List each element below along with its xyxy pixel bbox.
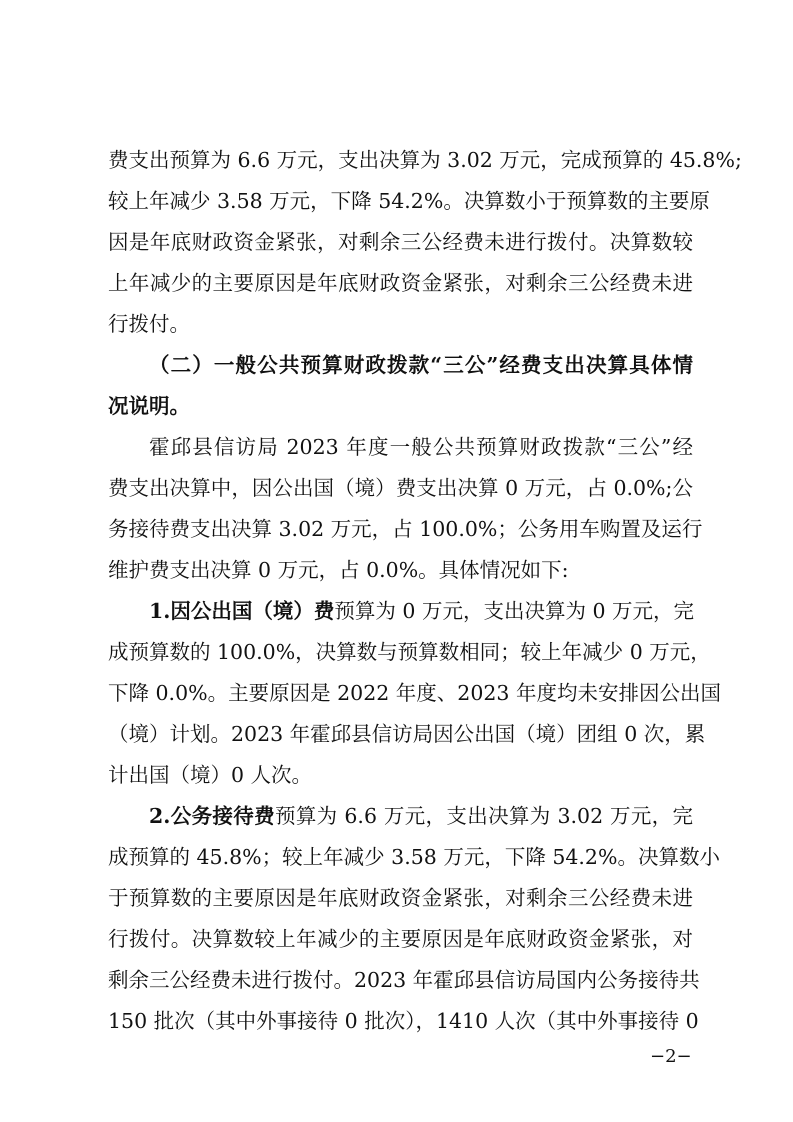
item-lead-text: 预算为 0 万元，支出决算为 0 万元，完 <box>334 599 695 623</box>
paragraph-line: 因是年底财政资金紧张，对剩余三公经费未进行拨付。决算数较 <box>108 230 693 254</box>
section-heading: 况说明。 <box>108 394 190 418</box>
paragraph-line: 计出国（境）0 人次。 <box>108 763 313 787</box>
paragraph-line: 下降 0.0%。主要原因是 2022 年度、2023 年度均未安排因公出国 <box>108 681 721 705</box>
paragraph-line: 维护费支出决算 0 万元，占 0.0%。具体情况如下: <box>108 558 569 582</box>
paragraph-line: 剩余三公经费未进行拨付。2023 年霍邱县信访局国内公务接待共 <box>108 968 700 992</box>
paragraph-line: 于预算数的主要原因是年底财政资金紧张，对剩余三公经费未进 <box>108 886 693 910</box>
paragraph-line <box>149 593 693 629</box>
item-lead-title: 1.因公出国（境）费 <box>149 599 335 623</box>
paragraph-line: 行拨付。 <box>108 312 190 336</box>
paragraph-line: 费支出预算为 6.6 万元，支出决算为 3.02 万元，完成预算的 45.8%; <box>108 148 742 172</box>
item-lead-text: 预算为 6.6 万元，支出决算为 3.02 万元，完 <box>274 804 694 828</box>
paragraph-line: 150 批次（其中外事接待 0 批次），1410 人次（其中外事接待 0 <box>108 1009 699 1033</box>
page-number: −2− <box>650 1046 692 1067</box>
paragraph-line: 成预算的 45.8%；较上年减少 3.58 万元，下降 54.2%。决算数小 <box>108 845 720 869</box>
paragraph-line: 上年减少的主要原因是年底财政资金紧张，对剩余三公经费未进 <box>108 271 693 295</box>
paragraph-line: 较上年减少 3.58 万元，下降 54.2%。决算数小于预算数的主要原 <box>108 189 710 213</box>
paragraph-line: 霍邱县信访局 2023 年度一般公共预算财政拨款“三公”经 <box>149 435 693 459</box>
item-lead-title: 2.公务接待费 <box>149 804 275 828</box>
paragraph-line: 费支出决算中，因公出国（境）费支出决算 0 万元，占 0.0%;公 <box>108 476 693 500</box>
section-heading: （二）一般公共预算财政拨款“三公”经费支出决算具体情 <box>149 353 693 377</box>
paragraph-line: 务接待费支出决算 3.02 万元，占 100.0%；公务用车购置及运行 <box>108 517 703 541</box>
paragraph-line: （境）计划。2023 年霍邱县信访局因公出国（境）团组 0 次，累 <box>108 722 706 746</box>
paragraph-line: 成预算数的 100.0%，决算数与预算数相同；较上年减少 0 万元， <box>108 640 711 664</box>
paragraph-line <box>149 798 693 834</box>
paragraph-line: 行拨付。决算数较上年减少的主要原因是年底财政资金紧张，对 <box>108 927 693 951</box>
